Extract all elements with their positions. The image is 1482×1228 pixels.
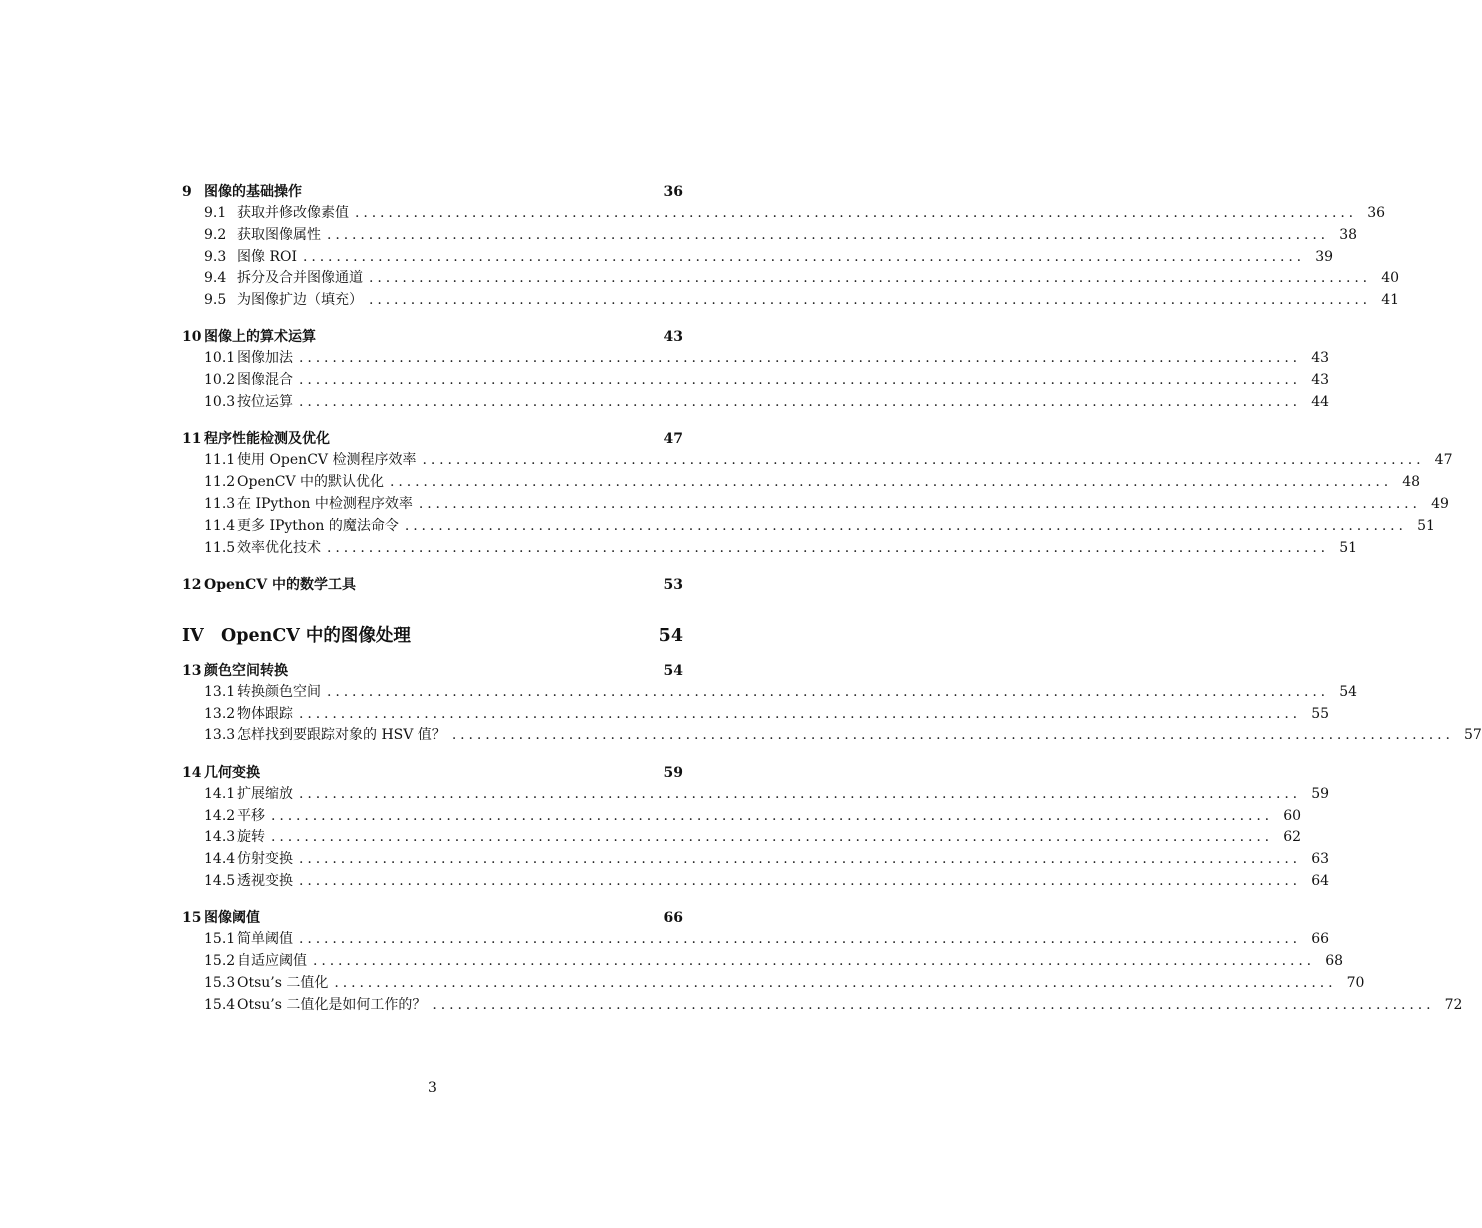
table-of-contents	[182, 181, 1482, 1016]
dot-leader: ........................................................................................................................	[390, 474, 1393, 491]
toc-section-entry[interactable]	[182, 806, 1302, 828]
toc-entry-page: 39	[1315, 248, 1334, 265]
toc-entry-title: OpenCV 中的默认优化	[237, 474, 385, 491]
toc-entry-number: 9.2	[204, 226, 227, 243]
dot-leader: ........................................................................................................................	[369, 270, 1372, 287]
toc-section-entry[interactable]	[182, 929, 1330, 951]
toc-entry-number: IV	[182, 625, 204, 646]
toc-entry-page: 43	[1311, 350, 1330, 367]
toc-entry-title: 使用 OpenCV 检测程序效率	[237, 452, 417, 469]
dot-leader: ........................................................................................................................	[299, 785, 1302, 802]
dot-leader: ........................................................................................................................	[303, 248, 1306, 265]
toc-entry-page: 47	[663, 431, 683, 448]
toc-entry-title: 简单阈值	[237, 931, 293, 948]
toc-section-entry[interactable]	[182, 973, 1365, 995]
toc-chapter-entry[interactable]	[182, 326, 683, 348]
toc-entry-page: 54	[663, 662, 683, 679]
dot-leader: ........................................................................................................................	[327, 226, 1330, 243]
toc-chapter-entry[interactable]	[182, 907, 683, 929]
toc-section-entry[interactable]	[182, 784, 1330, 806]
toc-entry-page: 43	[1311, 372, 1330, 389]
toc-entry-number: 14.4	[204, 851, 236, 868]
dot-leader: ........................................................................................................................	[432, 996, 1435, 1013]
toc-entry-page: 53	[663, 576, 683, 593]
toc-entry-page: 54	[1339, 683, 1358, 700]
toc-section-entry[interactable]	[182, 871, 1330, 893]
toc-section-entry[interactable]	[182, 370, 1330, 392]
toc-entry-page: 62	[1283, 829, 1302, 846]
page-number: 3	[428, 1080, 437, 1096]
dot-leader: ........................................................................................................................	[355, 205, 1358, 221]
toc-entry-title: 效率优化技术	[237, 539, 321, 556]
dot-leader: ........................................................................................................................	[327, 539, 1330, 556]
toc-entry-title: 更多 IPython 的魔法命令	[237, 517, 399, 534]
toc-section-entry[interactable]	[182, 203, 1386, 225]
toc-section-entry[interactable]	[182, 951, 1344, 973]
toc-entry-title: 拆分及合并图像通道	[237, 270, 363, 287]
toc-entry-number: 9	[182, 184, 192, 200]
toc-entry-title: 程序性能检测及优化	[204, 431, 330, 448]
toc-entry-title: 图像加法	[237, 350, 293, 367]
toc-section-entry[interactable]	[182, 725, 1482, 747]
toc-section-entry[interactable]	[182, 494, 1449, 516]
toc-entry-title: Otsu’s 二值化	[237, 974, 329, 991]
toc-entry-page: 36	[1367, 205, 1386, 221]
toc-entry-page: 51	[1339, 539, 1358, 556]
toc-entry-page: 36	[663, 184, 683, 200]
dot-leader: ........................................................................................................................	[418, 495, 1421, 512]
toc-entry-title: 物体跟踪	[237, 705, 293, 722]
toc-entry-number: 15	[182, 910, 202, 927]
toc-entry-title: 图像阈值	[204, 910, 260, 927]
toc-entry-title: 获取并修改像素值	[237, 205, 349, 221]
toc-chapter-entry[interactable]	[182, 574, 683, 596]
toc-entry-title: 旋转	[237, 829, 265, 846]
toc-section-entry[interactable]	[182, 849, 1330, 871]
toc-entry-page: 57	[1464, 727, 1482, 744]
toc-entry-number: 13.1	[204, 683, 236, 700]
toc-entry-page: 41	[1381, 292, 1400, 309]
toc-entry-page: 68	[1325, 953, 1344, 970]
toc-entry-number: 11	[182, 431, 202, 448]
toc-entry-page: 54	[658, 625, 683, 646]
toc-entry-number: 14	[182, 764, 202, 781]
toc-entry-page: 59	[663, 764, 683, 781]
toc-section-entry[interactable]	[182, 995, 1463, 1017]
toc-entry-title: 在 IPython 中检测程序效率	[237, 495, 413, 512]
toc-entry-page: 48	[1402, 474, 1421, 491]
dot-leader: ........................................................................................................................	[327, 683, 1330, 700]
toc-entry-number: 10	[182, 329, 202, 346]
toc-entry-title: 图像上的算术运算	[204, 329, 316, 346]
toc-entry-number: 15.1	[204, 931, 236, 948]
toc-entry-page: 43	[663, 329, 683, 346]
toc-entry-title: 按位运算	[237, 394, 293, 411]
dot-leader: ........................................................................................................................	[271, 807, 1274, 824]
toc-entry-title: 几何变换	[204, 764, 260, 781]
toc-entry-number: 14.1	[204, 785, 236, 802]
toc-entry-number: 14.5	[204, 872, 236, 889]
toc-section-entry[interactable]	[182, 827, 1302, 849]
toc-entry-title: 透视变换	[237, 872, 293, 889]
toc-entry-number: 15.3	[204, 974, 236, 991]
toc-entry-page: 47	[1434, 452, 1453, 469]
toc-section-entry[interactable]	[182, 247, 1334, 269]
toc-entry-page: 49	[1431, 495, 1449, 512]
dot-leader: ........................................................................................................................	[369, 292, 1372, 309]
dot-leader: ........................................................................................................................	[451, 727, 1454, 744]
toc-entry-title: 扩展缩放	[237, 785, 293, 802]
toc-entry-title: OpenCV 中的数学工具	[204, 576, 356, 593]
toc-entry-number: 10.2	[204, 372, 236, 389]
toc-entry-page: 51	[1417, 517, 1435, 534]
toc-entry-page: 44	[1311, 394, 1330, 411]
dot-leader: ........................................................................................................................	[422, 452, 1425, 469]
toc-entry-title: 转换颜色空间	[237, 683, 321, 700]
toc-entry-number: 15.4	[204, 996, 236, 1013]
toc-entry-number: 11.2	[204, 474, 236, 491]
toc-section-entry[interactable]	[182, 348, 1330, 370]
toc-entry-number: 14.3	[204, 829, 236, 846]
toc-entry-number: 13.2	[204, 705, 236, 722]
toc-entry-title: 获取图像属性	[237, 226, 321, 243]
toc-entry-page: 63	[1311, 851, 1330, 868]
toc-entry-title: 图像混合	[237, 372, 293, 389]
dot-leader: ........................................................................................................................	[299, 350, 1302, 367]
dot-leader: ........................................................................................................................	[271, 829, 1274, 846]
toc-entry-page: 64	[1311, 872, 1330, 889]
dot-leader: ........................................................................................................................	[313, 953, 1316, 970]
toc-entry-page: 55	[1311, 705, 1330, 722]
toc-entry-title: 为图像扩边（填充）	[237, 292, 363, 309]
toc-entry-number: 11.3	[204, 495, 236, 512]
toc-entry-page: 40	[1381, 270, 1400, 287]
toc-entry-number: 11.1	[204, 452, 236, 469]
toc-section-entry[interactable]	[182, 472, 1421, 494]
toc-entry-number: 9.5	[204, 292, 227, 309]
toc-section-entry[interactable]	[182, 538, 1358, 560]
toc-entry-title: OpenCV 中的图像处理	[221, 625, 411, 646]
toc-section-entry[interactable]	[182, 225, 1358, 247]
toc-entry-title: 仿射变换	[237, 851, 293, 868]
toc-chapter-entry[interactable]	[182, 660, 683, 682]
toc-section-entry[interactable]	[182, 268, 1400, 290]
toc-entry-title: Otsu’s 二值化是如何工作的？	[237, 996, 427, 1013]
toc-entry-title: 平移	[237, 807, 265, 824]
dot-leader: ........................................................................................................................	[299, 372, 1302, 389]
toc-entry-page: 70	[1346, 974, 1365, 991]
toc-entry-number: 14.2	[204, 807, 236, 824]
toc-section-entry[interactable]	[182, 682, 1358, 704]
toc-entry-page: 59	[1311, 785, 1330, 802]
toc-section-entry[interactable]	[182, 516, 1435, 538]
toc-part-entry[interactable]	[182, 622, 683, 650]
toc-entry-number: 13	[182, 662, 202, 679]
dot-leader: ........................................................................................................................	[299, 705, 1302, 722]
dot-leader: ........................................................................................................................	[404, 517, 1407, 534]
toc-entry-number: 15.2	[204, 953, 236, 970]
toc-section-entry[interactable]	[182, 392, 1330, 414]
dot-leader: ........................................................................................................................	[299, 931, 1302, 948]
toc-section-entry[interactable]	[182, 704, 1330, 726]
dot-leader: ........................................................................................................................	[299, 394, 1302, 411]
toc-entry-page: 60	[1283, 807, 1302, 824]
toc-entry-title: 颜色空间转换	[204, 662, 288, 679]
toc-entry-number: 13.3	[204, 727, 236, 744]
toc-section-entry[interactable]	[182, 450, 1453, 472]
toc-chapter-entry[interactable]	[182, 762, 683, 784]
toc-entry-page: 38	[1339, 226, 1358, 243]
toc-entry-page: 66	[663, 910, 683, 927]
dot-leader: ........................................................................................................................	[299, 872, 1302, 889]
toc-entry-number: 9.4	[204, 270, 227, 287]
toc-entry-number: 10.3	[204, 394, 236, 411]
toc-entry-title: 自适应阈值	[237, 953, 307, 970]
toc-entry-title: 图像 ROI	[237, 248, 297, 265]
toc-entry-page: 72	[1444, 996, 1463, 1013]
toc-entry-page: 66	[1311, 931, 1330, 948]
toc-entry-number: 12	[182, 576, 202, 593]
toc-entry-number: 11.5	[204, 539, 236, 556]
toc-section-entry[interactable]	[182, 290, 1400, 312]
dot-leader: ........................................................................................................................	[334, 974, 1337, 991]
toc-entry-number: 9.3	[204, 248, 227, 265]
toc-entry-number: 10.1	[204, 350, 236, 367]
toc-chapter-entry[interactable]	[182, 428, 683, 450]
toc-entry-title: 怎样找到要跟踪对象的 HSV 值？	[237, 727, 446, 744]
toc-entry-number: 9.1	[204, 205, 227, 221]
toc-entry-title: 图像的基础操作	[204, 184, 302, 200]
toc-chapter-entry[interactable]	[182, 181, 683, 203]
dot-leader: ........................................................................................................................	[299, 851, 1302, 868]
toc-entry-number: 11.4	[204, 517, 236, 534]
